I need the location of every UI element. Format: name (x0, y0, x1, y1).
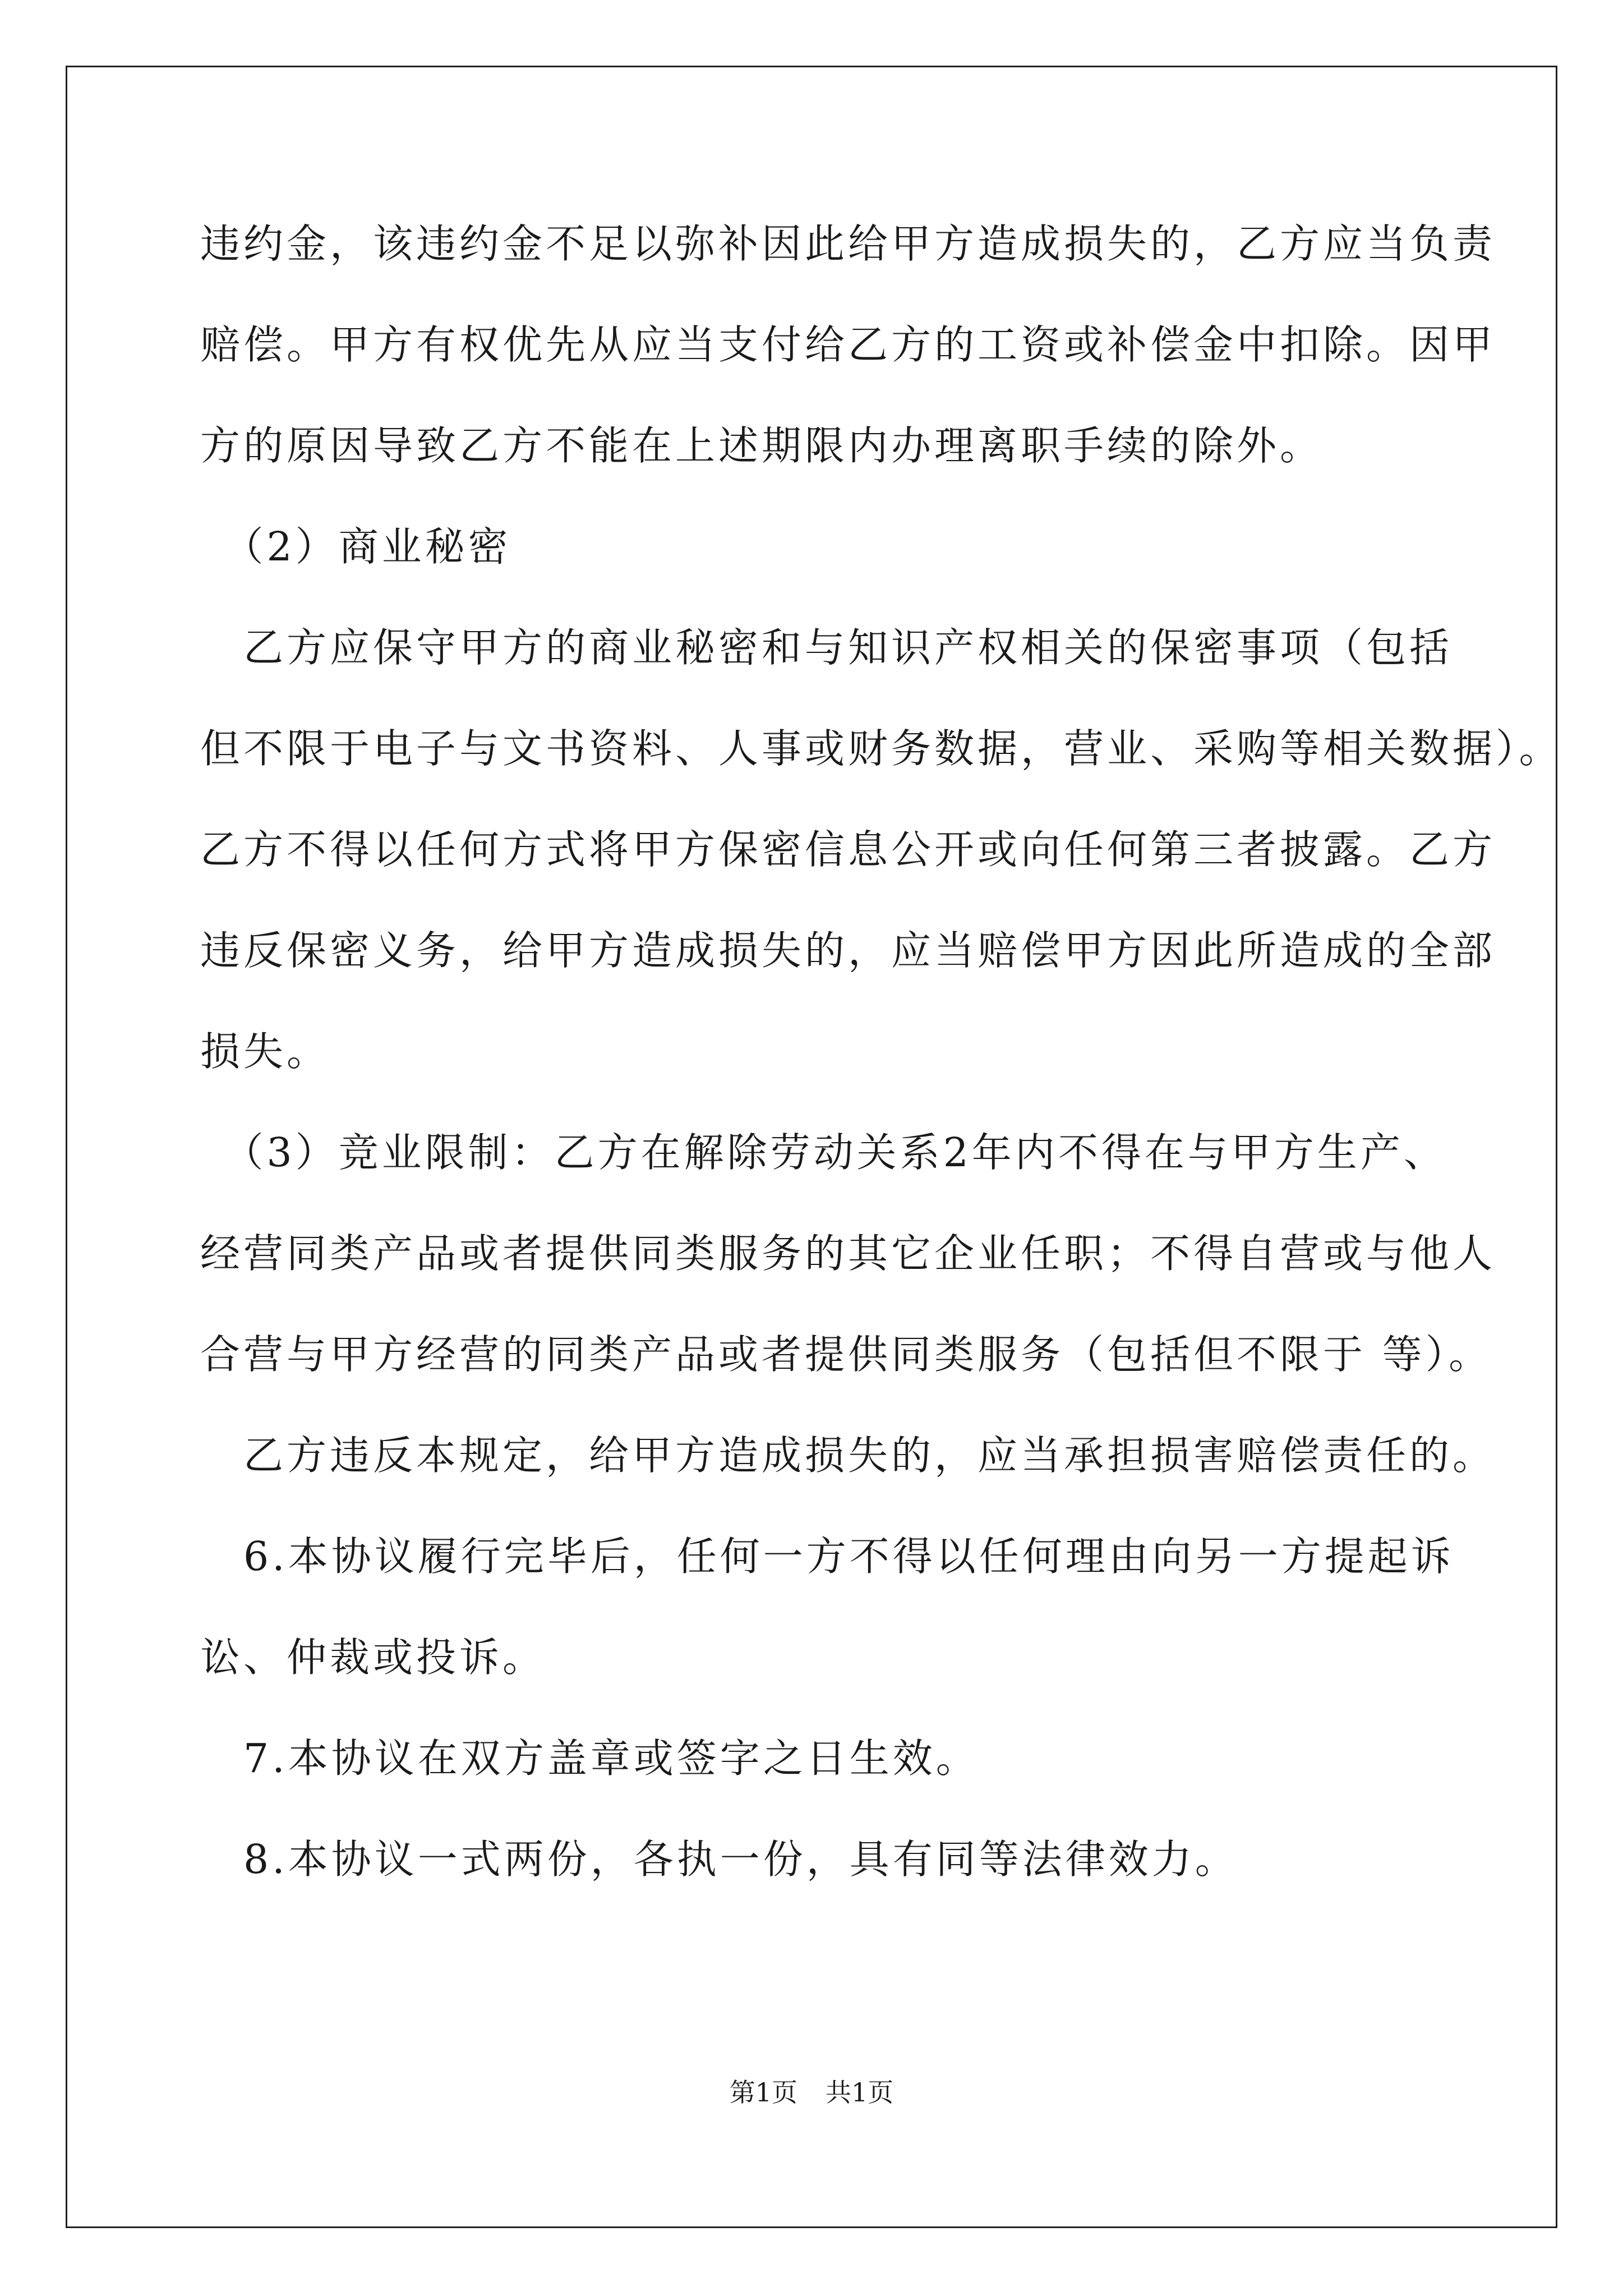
page-number-current: 第1页 (729, 2077, 797, 2108)
text-line: （3）竞业限制：乙方在解除劳动关系2年内不得在与甲方生产、 (200, 1129, 1447, 1176)
text-line: 乙方应保守甲方的商业秘密和与知识产权相关的保密事项（包括 (200, 624, 1453, 671)
text-line: 赔偿。甲方有权优先从应当支付给乙方的工资或补偿金中扣除。因甲 (200, 321, 1496, 368)
text-line: 方的原因导致乙方不能在上述期限内办理离职手续的除外。 (200, 422, 1324, 469)
text-line: 乙方不得以任何方式将甲方保密信息公开或向任何第三者披露。乙方 (200, 826, 1496, 873)
text-line: 7.本协议在双方盖章或签字之日生效。 (200, 1735, 979, 1782)
text-line: 6.本协议履行完毕后，任何一方不得以任何理由向另一方提起诉 (200, 1533, 1454, 1580)
text-line: 8.本协议一式两份，各执一份，具有同等法律效力。 (200, 1836, 1238, 1883)
text-line: 经营同类产品或者提供同类服务的其它企业任职；不得自营或与他人 (200, 1230, 1496, 1277)
text-line: 乙方违反本规定，给甲方造成损失的，应当承担损害赔偿责任的。 (200, 1432, 1496, 1479)
text-line: 讼、仲裁或投诉。 (200, 1634, 546, 1681)
page-footer (0, 2076, 1623, 2109)
text-line: 合营与甲方经营的同类产品或者提供同类服务（包括但不限于 等）。 (200, 1331, 1492, 1378)
text-line: 损失。 (200, 1028, 330, 1075)
text-line: 违反保密义务，给甲方造成损失的，应当赔偿甲方因此所造成的全部 (200, 927, 1496, 974)
text-line: 但不限于电子与文书资料、人事或财务数据，营业、采购等相关数据）。 (200, 725, 1562, 772)
section-heading-trade-secret: （2）商业秘密 (200, 523, 511, 570)
page-number-total: 共1页 (826, 2077, 894, 2108)
text-line: 违约金，该违约金不足以弥补因此给甲方造成损失的，乙方应当负责 (200, 220, 1496, 267)
